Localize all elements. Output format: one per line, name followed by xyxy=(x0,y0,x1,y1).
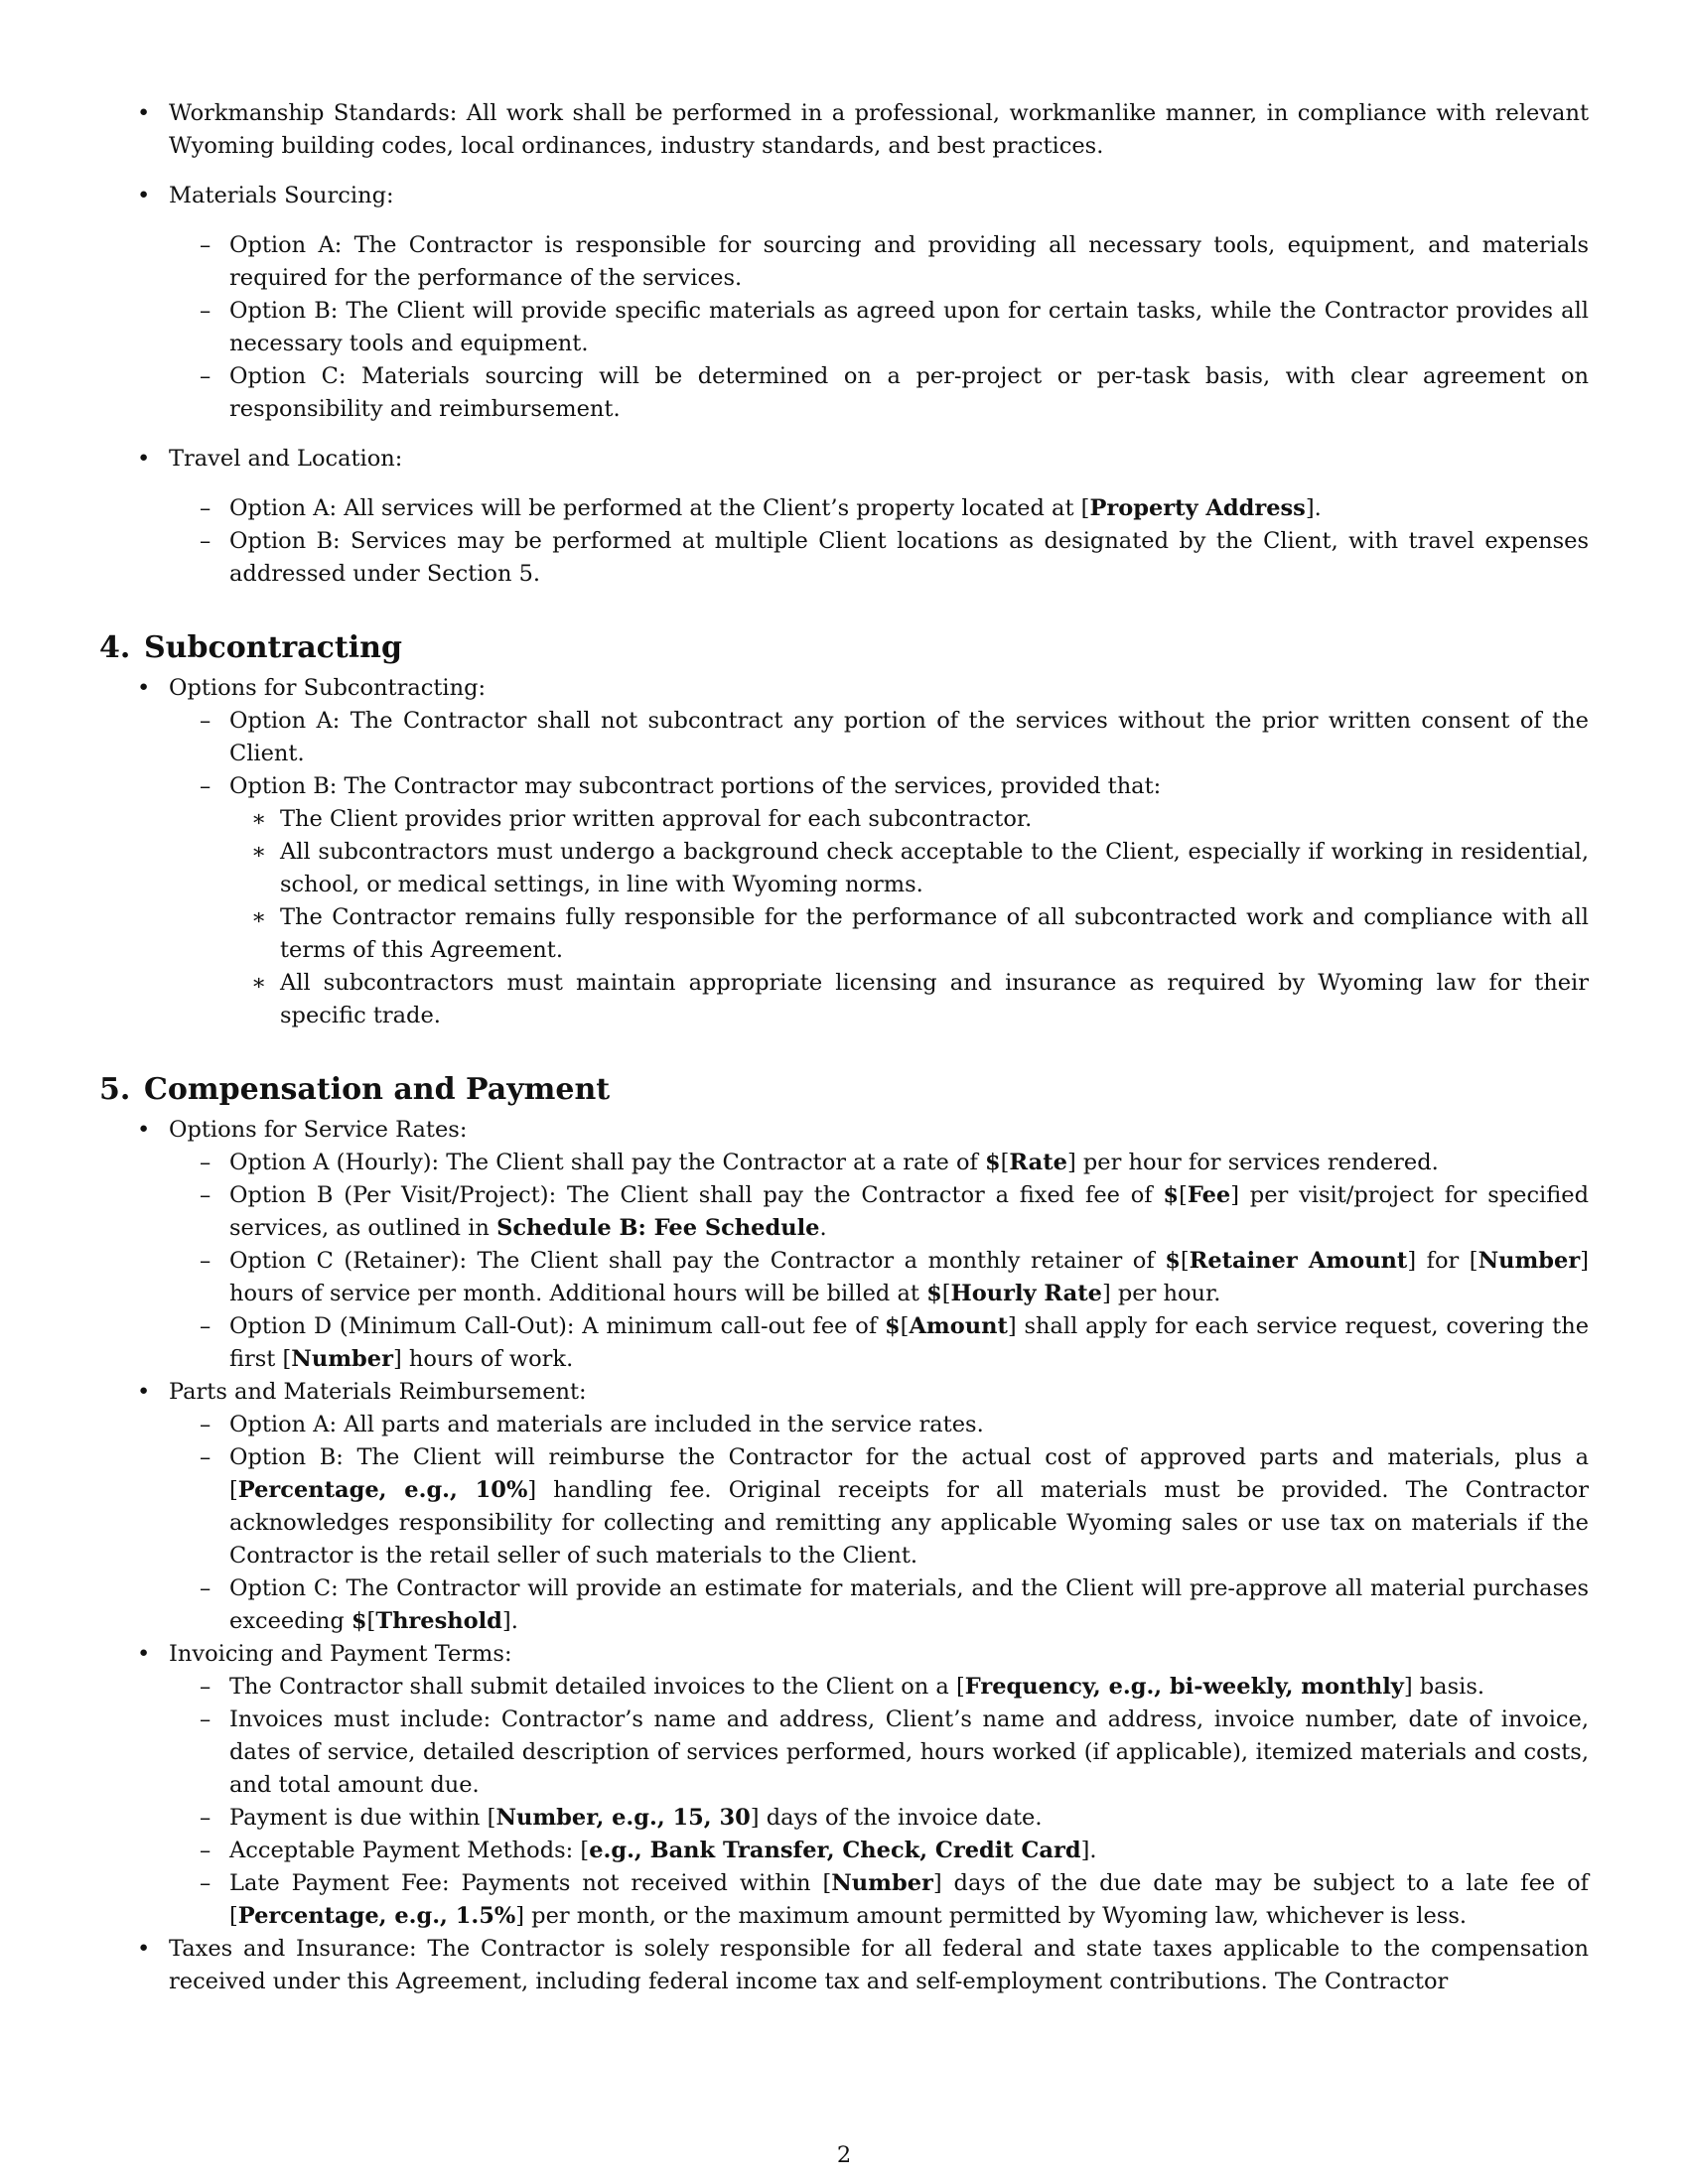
materials-option-b: – Option B: The Client will provide specific materials as agreed upon for certain tasks, while the Contractor provides all necessary tools and equipment. xyxy=(169,295,1589,360)
subcontracting-option-b: – Option B: The Contractor may subcontract portions of the services, provided that: ∗ The Client provides prior written approval for each subcontractor. ∗ All subcontractors must undergo a background check acceptable to the Client, especially if working in residential, school, or medical settings, in line with Wyoming norms. ∗ The Contractor remains fully responsible for the performance of all subcontracted work and compliance with all terms of this Agreement. ∗ All subcontractors must maintain appropriate licensing and insurance as required by Wyoming law for their specific trade. xyxy=(169,770,1589,1032)
section-3-continued-list xyxy=(99,97,1589,591)
materials-options xyxy=(169,229,1589,426)
list-item-service-rates: • Options for Service Rates: – Option A (Hourly): The Client shall pay the Contractor at a rate of $[Rate] per hour for services rendered. – Option B (Per Visit/Project): The Client shall pay the Contractor a fixed fee of $[Fee] per visit/project for specified services, as outlined in Schedule B: Fee Schedule. – Option C (Retainer): The Client shall pay the Contractor a monthly retainer of $[Retainer Amount] for [Number] hours of service per month. Additional hours will be billed at $[Hourly Rate] per hour. – Option D (Minimum Call-Out): A minimum call-out fee of $[Amount] shall apply for each service request, covering the first [Number] hours of work. xyxy=(99,1114,1589,1376)
invoice-term-frequency: – The Contractor shall submit detailed invoices to the Client on a [Frequency, e.g., bi-weekly, monthly] basis. xyxy=(169,1671,1589,1704)
subcontracting-conditions xyxy=(229,803,1589,1032)
list-item-invoicing: • Invoicing and Payment Terms: – The Contractor shall submit detailed invoices to the Client on a [Frequency, e.g., bi-weekly, monthly] basis. – Invoices must include: Contractor’s name and address, Client’s name and address, invoice number, date of invoice, dates of service, detailed description of services performed, hours worked (if applicable), itemized materials and costs, and total amount due. – Payment is due within [Number, e.g., 15, 30] days of the invoice date. – Acceptable Payment Methods: [e.g., Bank Transfer, Check, Credit Card]. – Late Payment Fee: Payments not received within [Number] days of the due date may be subject to a late fee of [Percentage, e.g., 1.5%] per month, or the maximum amount permitted by Wyoming law, whichever is less. xyxy=(99,1638,1589,1933)
travel-option-b: – Option B: Services may be performed at multiple Client locations as designated by the Client, with travel expenses addressed under Section 5. xyxy=(169,525,1589,591)
list-item-workmanship xyxy=(99,97,1589,163)
parts-option-a: – Option A: All parts and materials are included in the service rates. xyxy=(169,1409,1589,1441)
invoicing-terms xyxy=(169,1671,1589,1933)
subcontracting-option-a: – Option A: The Contractor shall not subcontract any portion of the services without the prior written consent of the Client. xyxy=(169,705,1589,770)
materials-label: Materials Sourcing: xyxy=(169,183,394,208)
list-item-taxes: • Taxes and Insurance: The Contractor is solely responsible for all federal and state taxes applicable to the compensation received under this Agreement, including federal income tax and self-employment contributions. The Contractor xyxy=(99,1933,1589,1998)
rate-option-c: – Option C (Retainer): The Client shall pay the Contractor a monthly retainer of $[Retainer Amount] for [Number] hours of service per month. Additional hours will be billed at $[Hourly Rate] per hour. xyxy=(169,1245,1589,1310)
rate-option-a: – Option A (Hourly): The Client shall pay the Contractor at a rate of $[Rate] per hour for services rendered. xyxy=(169,1147,1589,1179)
document-page xyxy=(99,97,1589,1998)
parts-option-c: – Option C: The Contractor will provide an estimate for materials, and the Client will pre-approve all material purchases exceeding $[Threshold]. xyxy=(169,1572,1589,1638)
invoice-term-due: – Payment is due within [Number, e.g., 15, 30] days of the invoice date. xyxy=(169,1802,1589,1835)
service-rate-options xyxy=(169,1147,1589,1376)
subcontracting-options xyxy=(169,705,1589,1032)
travel-label: Travel and Location: xyxy=(169,446,403,472)
rate-option-b: – Option B (Per Visit/Project): The Client shall pay the Contractor a fixed fee of $[Fee] per visit/project for specified services, as outlined in Schedule B: Fee Schedule. xyxy=(169,1179,1589,1245)
invoice-term-contents: – Invoices must include: Contractor’s name and address, Client’s name and address, invoice number, date of invoice, dates of service, detailed description of services performed, hours worked (if applicable), itemized materials and costs, and total amount due. xyxy=(169,1704,1589,1802)
condition-item: ∗ The Client provides prior written approval for each subcontractor. xyxy=(229,803,1589,836)
list-item-materials xyxy=(99,180,1589,426)
materials-option-a: – Option A: The Contractor is responsible for sourcing and providing all necessary tools, equipment, and materials required for the performance of the services. xyxy=(169,229,1589,295)
parts-options xyxy=(169,1409,1589,1638)
list-item-parts-reimbursement: • Parts and Materials Reimbursement: – Option A: All parts and materials are included in the service rates. – Option B: The Client will reimburse the Contractor for the actual cost of approved parts and materials, plus a [Percentage, e.g., 10%] handling fee. Original receipts for all materials must be provided. The Contractor acknowledges responsibility for collecting and remitting any applicable Wyoming sales or use tax on materials if the Contractor is the retail seller of such materials to the Client. – Option C: The Contractor will provide an estimate for materials, and the Client will pre-approve all material purchases exceeding $[Threshold]. xyxy=(99,1376,1589,1638)
invoice-term-methods: – Acceptable Payment Methods: [e.g., Bank Transfer, Check, Credit Card]. xyxy=(169,1835,1589,1867)
list-item-travel xyxy=(99,443,1589,591)
condition-item: ∗ All subcontractors must undergo a background check acceptable to the Client, especially if working in residential, school, or medical settings, in line with Wyoming norms. xyxy=(229,836,1589,901)
travel-option-a: – Option A: All services will be performed at the Client’s property located at [Property Address]. xyxy=(169,492,1589,525)
travel-options xyxy=(169,492,1589,591)
page-number: 2 xyxy=(836,2142,852,2168)
parts-option-b: – Option B: The Client will reimburse the Contractor for the actual cost of approved parts and materials, plus a [Percentage, e.g., 10%] handling fee. Original receipts for all materials must be provided. The Contractor acknowledges responsibility for collecting and remitting any applicable Wyoming sales or use tax on materials if the Contractor is the retail seller of such materials to the Client. xyxy=(169,1441,1589,1572)
section-5-list xyxy=(99,1114,1589,1998)
invoice-term-late-fee: – Late Payment Fee: Payments not received within [Number] days of the due date may be subject to a late fee of [Percentage, e.g., 1.5%] per month, or the maximum amount permitted by Wyoming law, whichever is less. xyxy=(169,1867,1589,1933)
section-4-list xyxy=(99,672,1589,1032)
rate-option-d: – Option D (Minimum Call-Out): A minimum call-out fee of $[Amount] shall apply for each service request, covering the first [Number] hours of work. xyxy=(169,1310,1589,1376)
materials-option-c: – Option C: Materials sourcing will be determined on a per-project or per-task basis, with clear agreement on responsibility and reimbursement. xyxy=(169,360,1589,426)
section-5-heading: 5. Compensation and Payment xyxy=(99,1072,611,1107)
list-item-subcontracting-options: • Options for Subcontracting: – Option A: The Contractor shall not subcontract any portion of the services without the prior written consent of the Client. – Option B: The Contractor may subcontract portions of the services, provided that: ∗ The Client provides prior written approval for each subcontractor. ∗ All subcontractors must undergo a background check acceptable to the Client, especially if working in residential, school, or medical settings, in line with Wyoming norms. ∗ The Contractor remains fully responsible for the performance of all subcontracted work and compliance with all terms of this Agreement. ∗ All subcontractors must maintain appropriate licensing and insurance as required by Wyoming law for their specific trade. xyxy=(99,672,1589,1032)
workmanship-text: Workmanship Standards: All work shall be performed in a professional, workmanlike manner, in compliance with relevant Wyoming building codes, local ordinances, industry standards, and best practices. xyxy=(169,100,1589,159)
section-4-heading: 4. Subcontracting xyxy=(99,630,402,665)
condition-item: ∗ All subcontractors must maintain appropriate licensing and insurance as required by Wyoming law for their specific trade. xyxy=(229,967,1589,1032)
condition-item: ∗ The Contractor remains fully responsible for the performance of all subcontracted work and compliance with all terms of this Agreement. xyxy=(229,901,1589,967)
